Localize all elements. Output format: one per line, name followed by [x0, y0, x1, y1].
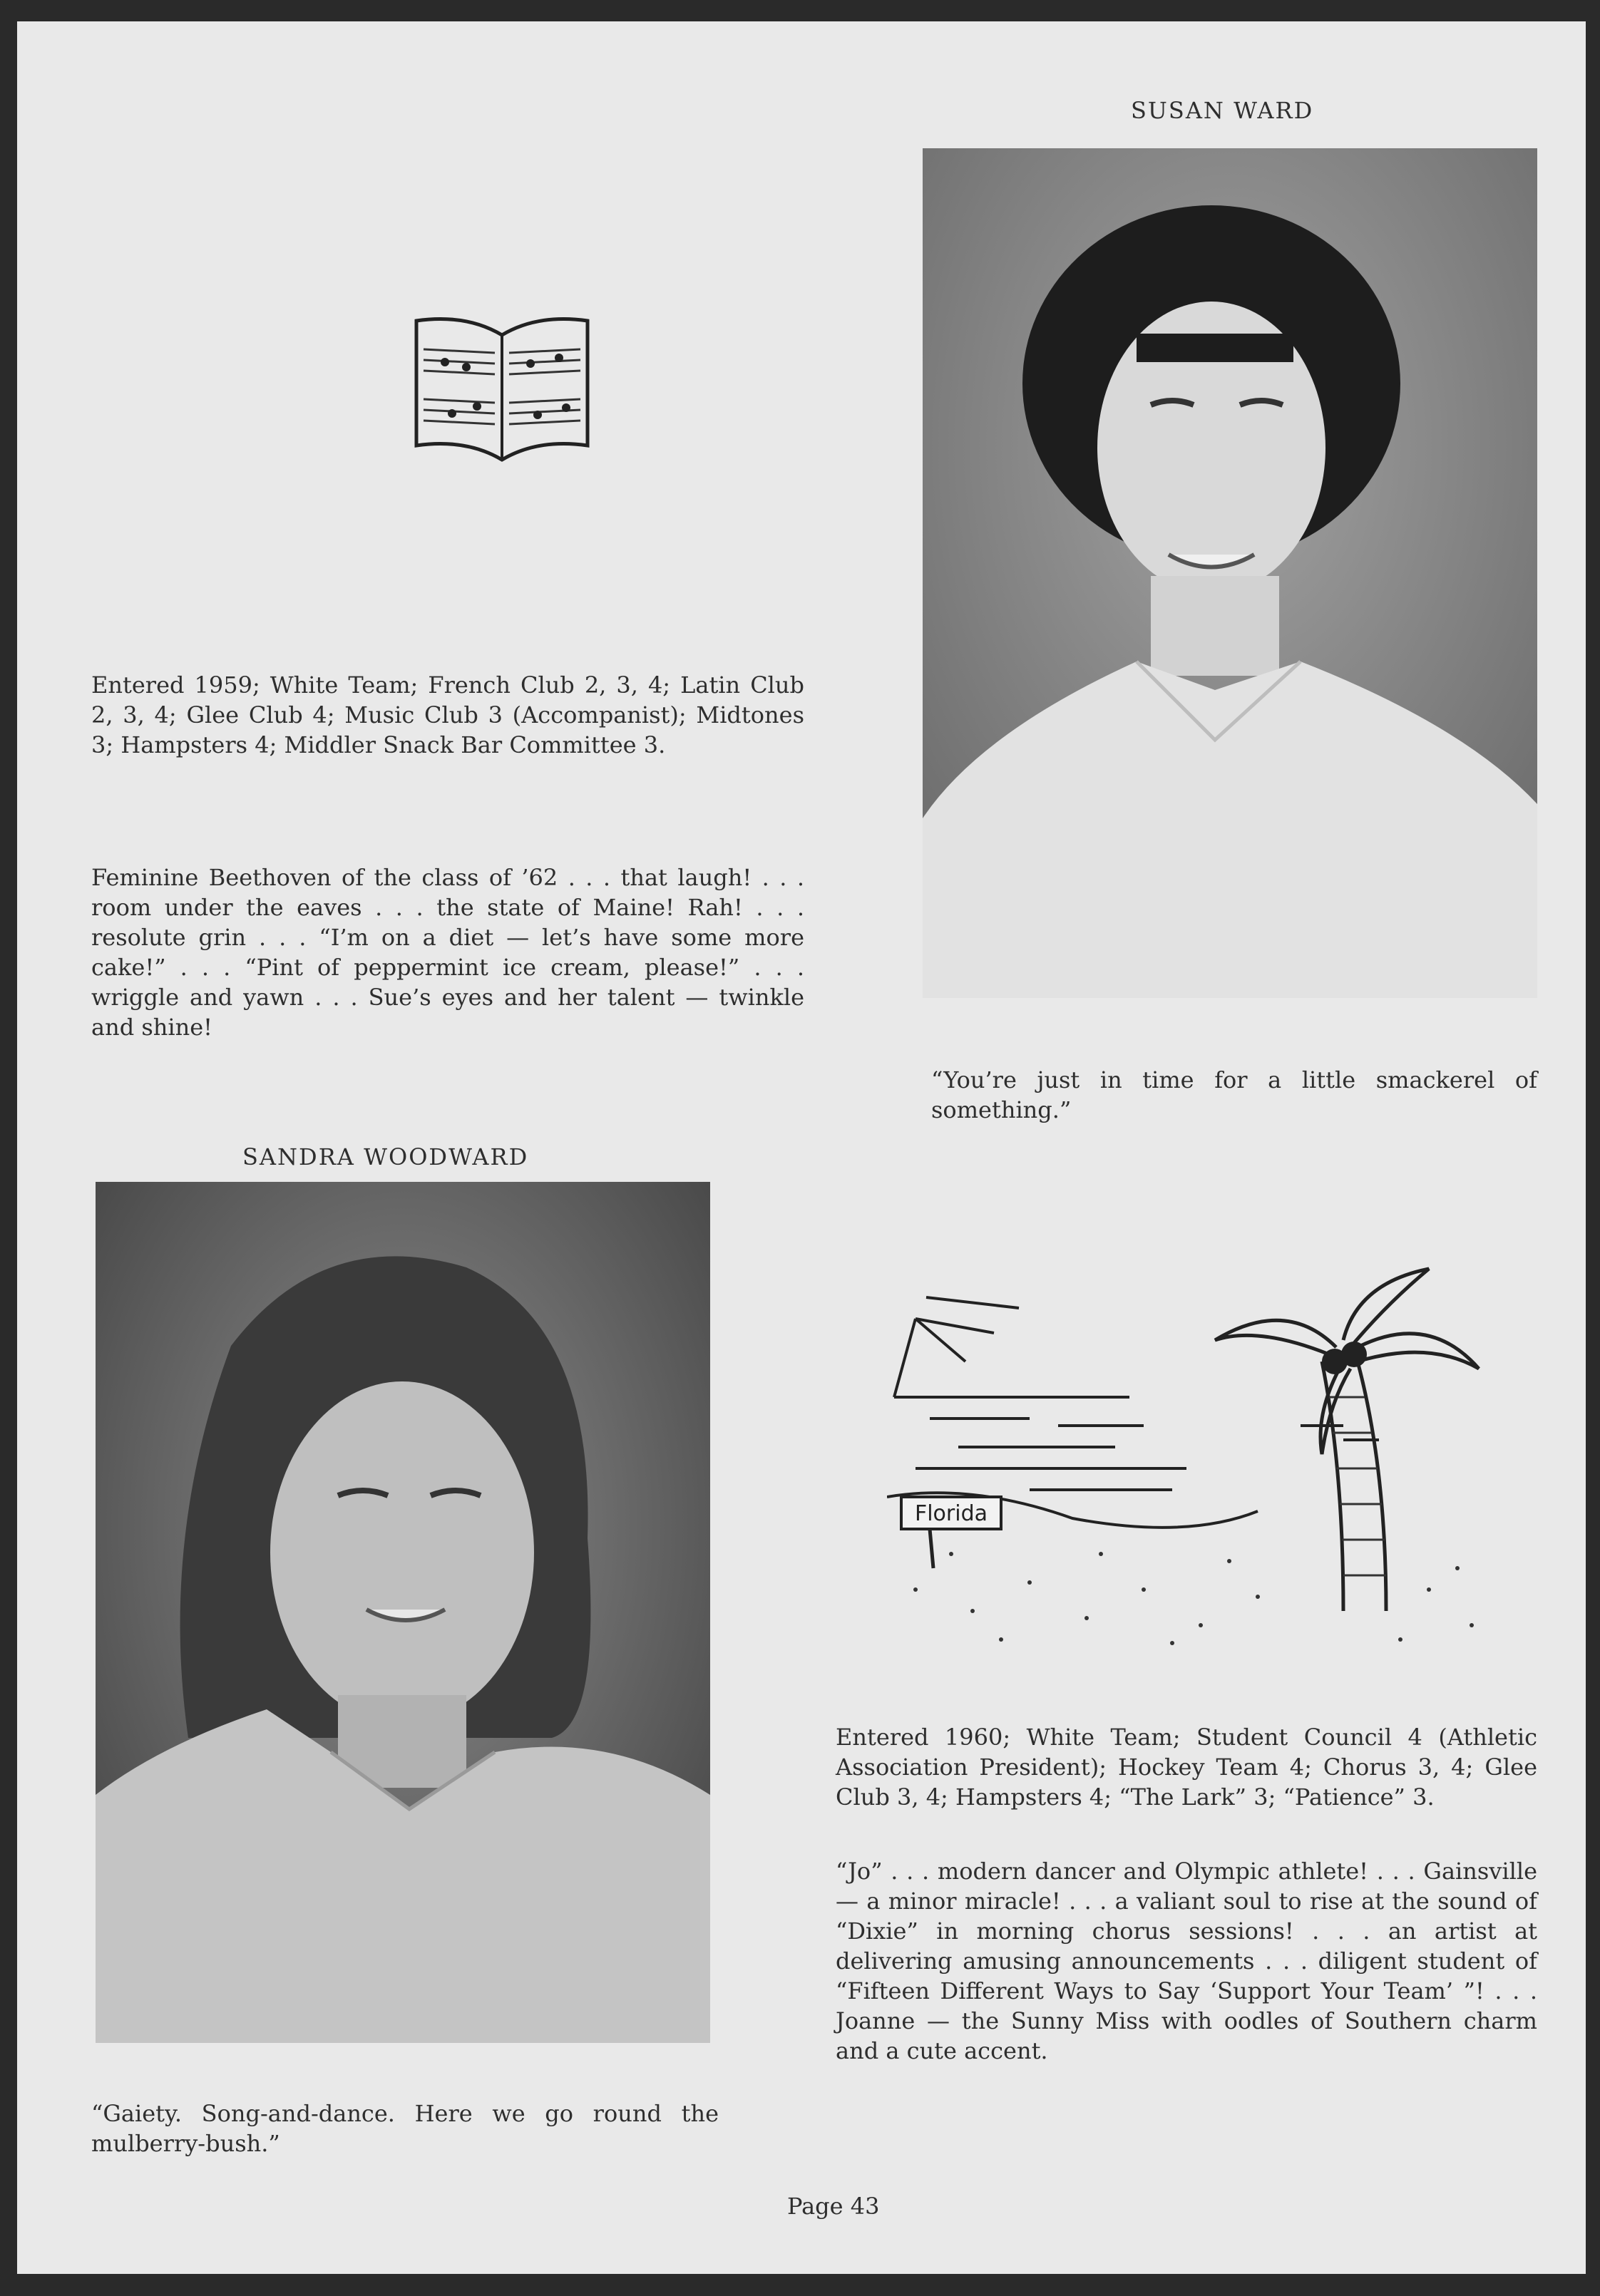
florida-beach-sketch-icon — [887, 1255, 1514, 1668]
page-number: Page 43 — [787, 2193, 880, 2220]
music-book-sketch-icon — [395, 292, 609, 470]
student-name-sandra-woodward: SANDRA WOODWARD — [242, 1143, 529, 1170]
quote-susan-ward: “You’re just in time for a little smackerel of something.” — [931, 1066, 1537, 1123]
write-up-sandra-woodward: “Jo” . . . modern dancer and Olympic athlete! . . . Gainsville — a minor miracle! . . . a valiant soul to rise at the sound of “Dixie” in morning chorus sessions! . . . an artist at delivering amusing announcements . . . diligent student of “Fifteen Different Ways to Say ‘Support Your Team’ ”! . . . Joanne — the Sunny Miss with oodles of Southern charm and a cute accent. — [836, 1858, 1537, 2064]
florida-sign-text: Florida — [914, 1501, 988, 1526]
portrait-photo-susan-ward — [923, 148, 1537, 998]
student-name-susan-ward: SUSAN WARD — [1131, 97, 1314, 124]
activities-sandra-woodward: Entered 1960; White Team; Student Council 4 (Athletic Association President); Hockey Team 4; Chorus 3, 4; Glee Club 3, 4; Hampsters 4; “The Lark” 3; “Patience” 3. — [836, 1724, 1537, 1811]
activities-susan-ward: Entered 1959; White Team; French Club 2, 3, 4; Latin Club 2, 3, 4; Glee Club 4; Music Club 3 (Accompanist); Midtones 3; Hampsters 4; Middler Snack Bar Committee 3. — [91, 671, 804, 758]
quote-sandra-woodward: “Gaiety. Song-and-dance. Here we go round the mulberry-bush.” — [91, 2100, 719, 2157]
write-up-susan-ward: Feminine Beethoven of the class of ’62 . . . that laugh! . . . room under the eaves . . . the state of Maine! Rah! . . . resolute grin . . . “I’m on a diet — let’s have some more cake!” . . . “Pint of peppermint ice cream, please!” . . . wriggle and yawn . . . Sue’s eyes and her talent — twinkle and shine! — [91, 864, 804, 1041]
portrait-photo-sandra-woodward — [96, 1182, 710, 2043]
yearbook-page — [17, 21, 1586, 2274]
